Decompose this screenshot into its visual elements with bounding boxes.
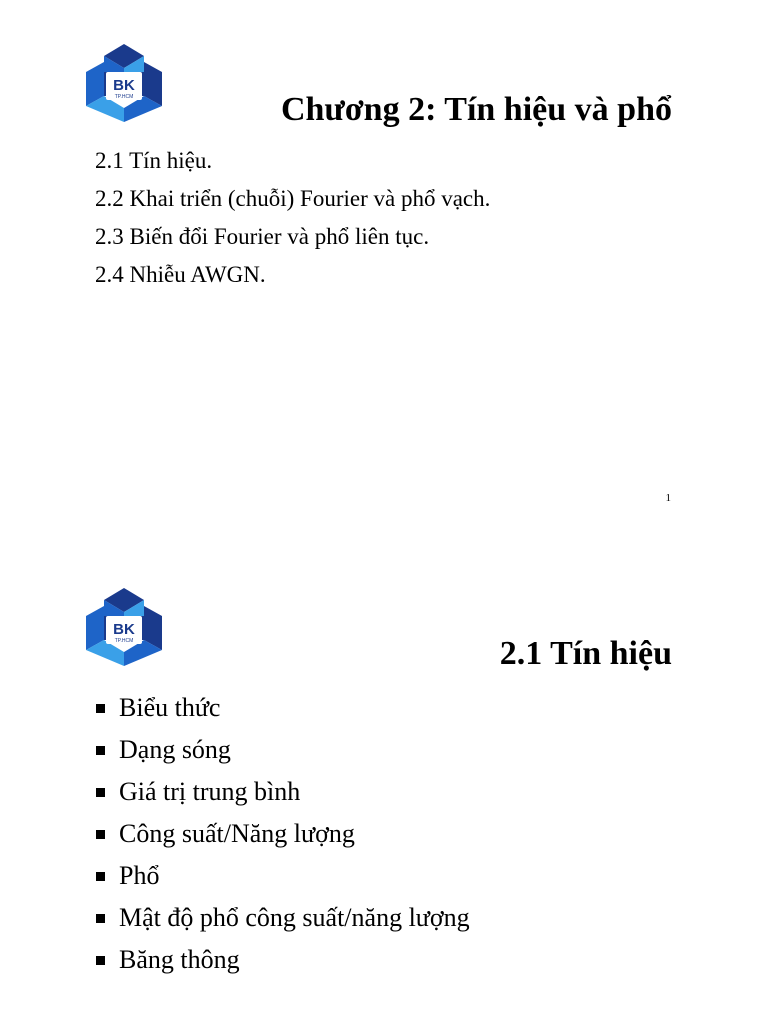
- logo-sub-text: TP.HCM: [114, 638, 134, 644]
- page-number: 1: [665, 492, 671, 504]
- toc-item: 2.2 Khai triển (chuỗi) Fourier và phổ vạch.: [95, 186, 491, 211]
- table-of-contents: [95, 146, 490, 298]
- slide-2: [0, 544, 768, 1024]
- bullet-item: [96, 729, 470, 771]
- bullet-text: Mật độ phổ công suất/năng lượng: [119, 903, 470, 932]
- bk-logo-icon: [86, 588, 162, 666]
- square-bullet-icon: [96, 788, 105, 797]
- bullet-item: [96, 897, 470, 939]
- slide-2-title: 2.1 Tín hiệu: [499, 634, 672, 672]
- bullet-list: [96, 687, 470, 981]
- logo-main-text: BK: [113, 77, 135, 94]
- toc-item: 2.4 Nhiễu AWGN.: [95, 262, 266, 287]
- bullet-item: [96, 939, 470, 981]
- bullet-text: Công suất/Năng lượng: [119, 819, 355, 848]
- logo-sub-text: TP.HCM: [114, 94, 134, 100]
- bk-logo: [86, 588, 162, 666]
- square-bullet-icon: [96, 704, 105, 713]
- bullet-text: Băng thông: [119, 945, 240, 974]
- bullet-item: [96, 687, 470, 729]
- toc-item: 2.3 Biến đổi Fourier và phổ liên tục.: [95, 224, 430, 249]
- square-bullet-icon: [96, 914, 105, 923]
- bullet-text: Phổ: [119, 861, 160, 890]
- slide-1-title: Chương 2: Tín hiệu và phổ: [280, 90, 672, 128]
- square-bullet-icon: [96, 746, 105, 755]
- bk-logo: [86, 44, 162, 122]
- bullet-text: Giá trị trung bình: [119, 777, 301, 806]
- square-bullet-icon: [96, 956, 105, 965]
- square-bullet-icon: [96, 872, 105, 881]
- square-bullet-icon: [96, 830, 105, 839]
- bullet-text: Biểu thức: [119, 693, 221, 722]
- logo-main-text: BK: [113, 621, 135, 638]
- bullet-text: Dạng sóng: [119, 735, 231, 764]
- bullet-item: [96, 813, 470, 855]
- bullet-item: [96, 855, 470, 897]
- bullet-item: [96, 771, 470, 813]
- bk-logo-icon: [86, 44, 162, 122]
- toc-item: 2.1 Tín hiệu.: [95, 148, 213, 173]
